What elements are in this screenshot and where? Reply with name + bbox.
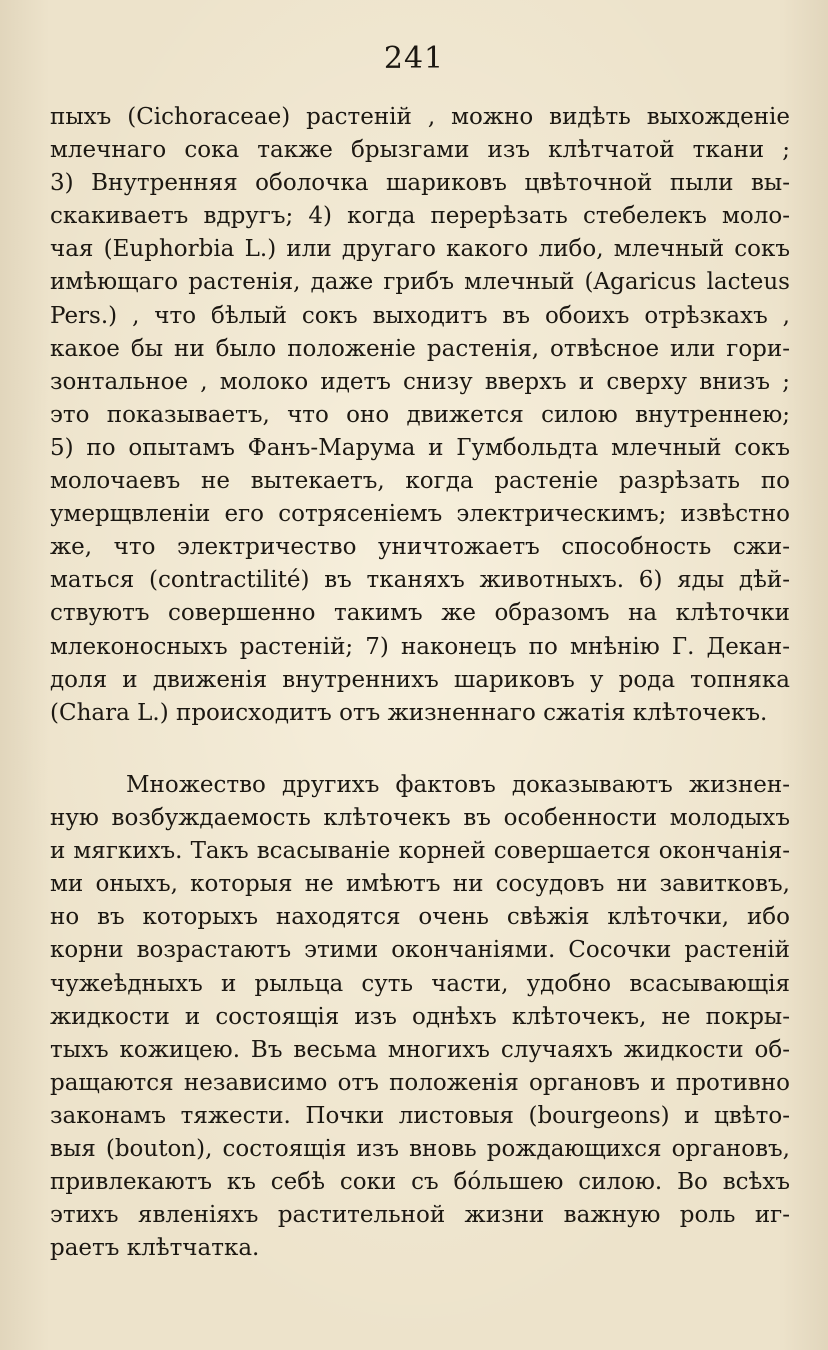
text-line: какое бы ни было положеніе растенія, отвѣсное или гори- <box>50 335 790 362</box>
text-line: привлекаютъ къ себѣ соки съ бо́льшею силою. Во всѣхъ <box>50 1169 790 1196</box>
text-line: ращаются независимо отъ положенія органовъ и противно <box>50 1069 790 1096</box>
text-line: чая (Euphorbia L.) или другаго какого либо, млечный сокъ <box>50 236 790 263</box>
text-line: доля и движенія внутреннихъ шариковъ у рода топняка <box>50 666 790 693</box>
text-line: имѣющаго растенія, даже грибъ млечный (Agaricus lacteus <box>50 269 790 296</box>
text-line: и мягкихъ. Такъ всасываніе корней совершается окончанія- <box>50 838 790 865</box>
text-line: Множество другихъ фактовъ доказываютъ жизнен- <box>126 772 790 798</box>
text-line: ми оныхъ, которыя не имѣютъ ни сосудовъ ни завитковъ, <box>50 871 790 898</box>
text-line: это показываетъ, что оно движется силою внутреннею; <box>50 401 790 428</box>
paragraph-1 <box>50 101 790 730</box>
text-line: тыхъ кожицею. Въ весьма многихъ случаяхъ жидкости об- <box>50 1036 790 1063</box>
text-line: млечнаго сока также брызгами изъ клѣтчатой ткани ; <box>50 137 790 164</box>
text-line: же, что электричество уничтожаетъ способность сжи- <box>50 534 790 561</box>
text-line: раетъ клѣтчатка. <box>50 1235 260 1262</box>
text-line: чужеѣдныхъ и рыльца суть части, удобно всасывающія <box>50 970 790 997</box>
text-line: ную возбуждаемость клѣточекъ въ особенности молодыхъ <box>50 805 790 832</box>
text-line: Pers.) , что бѣлый сокъ выходитъ въ обоихъ отрѣзкахъ , <box>50 302 790 329</box>
text-line: корни возрастаютъ этими окончаніями. Сосочки растеній <box>50 937 790 964</box>
text-line: но въ которыхъ находятся очень свѣжія клѣточки, ибо <box>50 904 790 931</box>
text-line: 3) Внутренняя оболочка шариковъ цвѣточной пыли вы- <box>50 170 790 197</box>
text-line: этихъ явленіяхъ растительной жизни важную роль иг- <box>50 1202 790 1229</box>
text-line: млеконосныхъ растеній; 7) наконецъ по мнѣнію Г. Декан- <box>50 633 790 660</box>
text-line: жидкости и состоящія изъ однѣхъ клѣточекъ, не покры- <box>50 1003 790 1030</box>
text-line: (Chara L.) происходитъ отъ жизненнаго сжатія клѣточекъ. <box>50 699 768 726</box>
text-line: скакиваетъ вдругъ; 4) когда перерѣзать стебелекъ моло- <box>50 203 790 230</box>
text-line: умерщвленіи его сотрясеніемъ электрическимъ; извѣстно <box>50 501 790 528</box>
text-line: ствуютъ совершенно такимъ же образомъ на клѣточки <box>50 600 790 627</box>
text-line: маться (contractilité) въ тканяхъ животныхъ. 6) яды дѣй- <box>50 567 790 594</box>
text-line: законамъ тяжести. Почки листовыя (bourgeons) и цвѣто- <box>50 1102 790 1129</box>
page-number: 241 <box>383 41 445 76</box>
text-line: молочаевъ не вытекаетъ, когда растеніе разрѣзать по <box>50 468 790 495</box>
text-line: 5) по опытамъ Фанъ-Марума и Гумбольдта млечный сокъ <box>50 434 790 461</box>
text-line: пыхъ (Cichoraceae) растеній , можно видѣть выхожденіе <box>50 104 790 130</box>
text-line: зонтальное , молоко идетъ снизу вверхъ и сверху внизъ ; <box>50 368 790 395</box>
text-line: выя (bouton), состоящія изъ вновь рождающихся органовъ, <box>50 1136 790 1163</box>
paragraph-2 <box>50 769 790 1265</box>
